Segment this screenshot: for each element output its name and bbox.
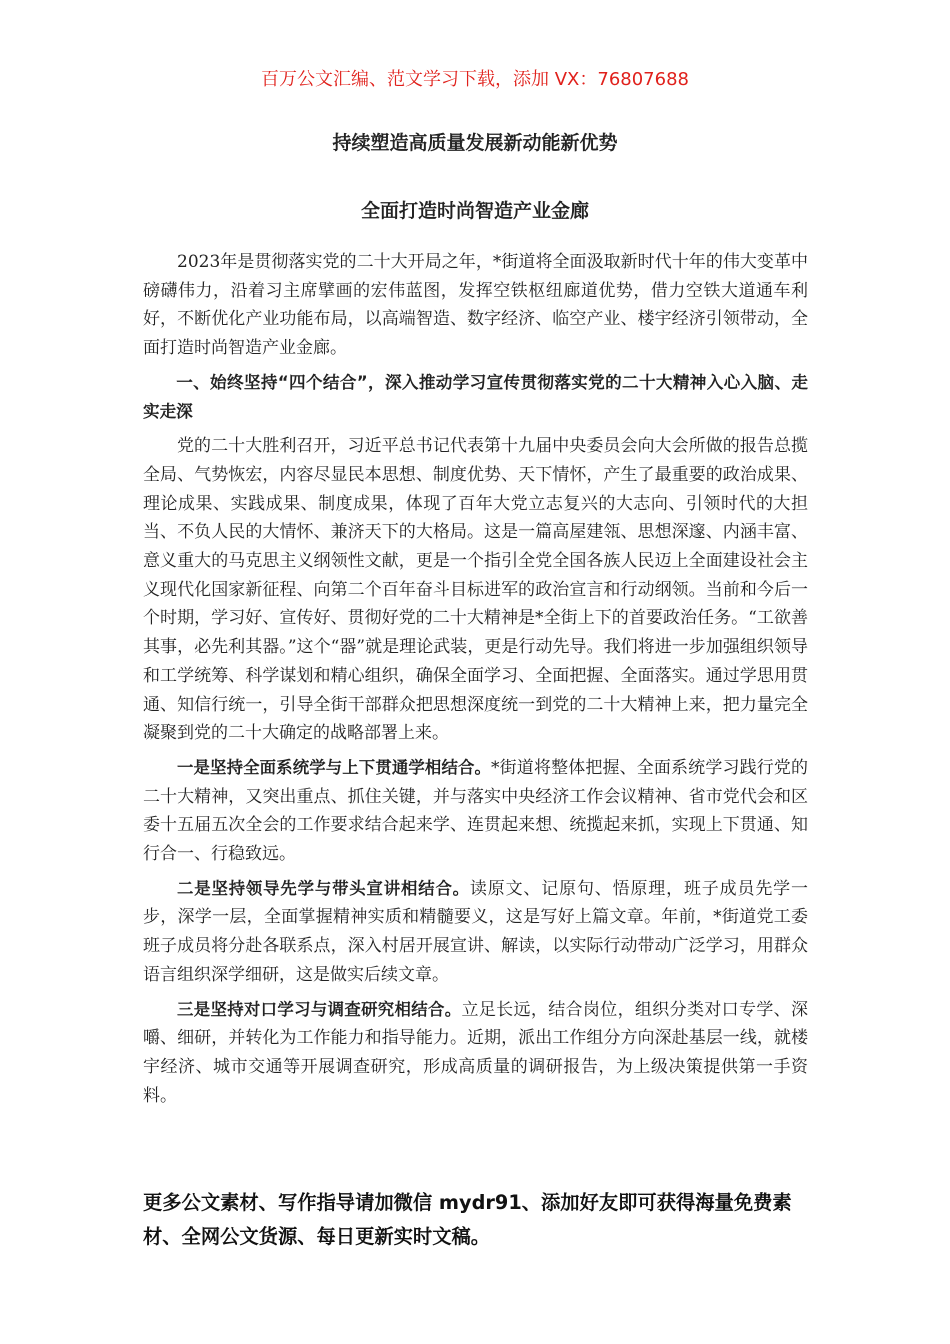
point3-paragraph bbox=[143, 996, 808, 1111]
point1-paragraph bbox=[143, 754, 808, 869]
point1-text: *街道将整体把握、全面系统学习践行党的二十大精神，又突出重点、抓住关键，并与落实中央经济工作会议精神、省市党代会和区委十五届五次全会的工作要求结合起来学、连贯起来想、统揽起来抓，实现上下贯通、知行合一、行稳致远。 bbox=[143, 757, 809, 865]
intro-paragraph: 2023年是贯彻落实党的二十大开局之年，*街道将全面汲取新时代十年的伟大变革中磅礴伟力，沿着习主席擘画的宏伟蓝图，发挥空铁枢纽廊道优势，借力空铁大道通车利好，不断优化产业功能布局，以高端智造、数字经济、临空产业、楼宇经济引领带动，全面打造时尚智造产业金廊。 bbox=[143, 252, 808, 359]
section1-paragraph: 党的二十大胜利召开，习近平总书记代表第十九届中央委员会向大会所做的报告总揽全局、气势恢宏，内容尽显民本思想、制度优势、天下情怀，产生了最重要的政治成果、理论成果、实践成果、制度成果，体现了百年大党立志复兴的大志向、引领时代的大担当、不负人民的大情怀、兼济天下的大格局。这是一篇高屋建瓴、思想深邃、内涵丰富、意义重大的马克思主义纲领性文献，更是一个指引全党全国各族人民迈上全面建设社会主义现代化国家新征程、向第二个百年奋斗目标进军的政治宣言和行动纲领。当前和今后一个时期，学习好、宣传好、贯彻好党的二十大精神是*全街上下的首要政治任务。“工欲善其事，必先利其器。”这个“器”就是理论武装，更是行动先导。我们将进一步加强组织领导和工学统筹、科学谋划和精心组织，确保全面学习、全面把握、全面落实。通过学思用贯通、知信行统一，引导全街干部群众把思想深度统一到党的二十大精神上来，把力量完全凝聚到党的二十大确定的战略部署上来。 bbox=[143, 436, 808, 744]
header-banner: 百万公文汇编、范文学习下载，添加 VX：76807688 bbox=[261, 69, 689, 90]
point3-text: 立足长远，结合岗位，组织分类对口专学、深嚼、细研，并转化为工作能力和指导能力。近期，派出工作组分方向深赴基层一线，就楼宇经济、城市交通等开展调查研究，形成高质量的调研报告，为上级决策提供第一手资料。 bbox=[143, 999, 809, 1106]
point3-lead: 三是坚持对口学习与调查研究相结合。 bbox=[177, 999, 462, 1019]
point2-paragraph bbox=[143, 875, 808, 990]
document-title-line1: 持续塑造高质量发展新动能新优势 bbox=[332, 132, 618, 154]
point1-lead: 一是坚持全面系统学与上下贯通学相结合。 bbox=[177, 757, 492, 777]
point2-text: 读原文、记原句、悟原理，班子成员先学一步，深学一层，全面掌握精神实质和精髓要义，这是写好上篇文章。年前，*街道党工委班子成员将分赴各联系点，深入村居开展宣讲、解读，以实际行动带动广泛学习，用群众语言组织深学细研，这是做实后续文章。 bbox=[143, 878, 809, 985]
section1-heading: 一、始终坚持“四个结合”，深入推动学习宣传贯彻落实党的二十大精神入心入脑、走实走深 bbox=[143, 372, 808, 421]
footer-promo-note: 更多公文素材、写作指导请加微信 mydr91、添加好友即可获得海量免费素材、全网公文货源、每日更新实时文稿。 bbox=[143, 1191, 792, 1248]
document-title-line2: 全面打造时尚智造产业金廊 bbox=[360, 200, 589, 222]
document-body bbox=[143, 248, 808, 1110]
point2-lead: 二是坚持领导先学与带头宣讲相结合。 bbox=[177, 878, 470, 898]
